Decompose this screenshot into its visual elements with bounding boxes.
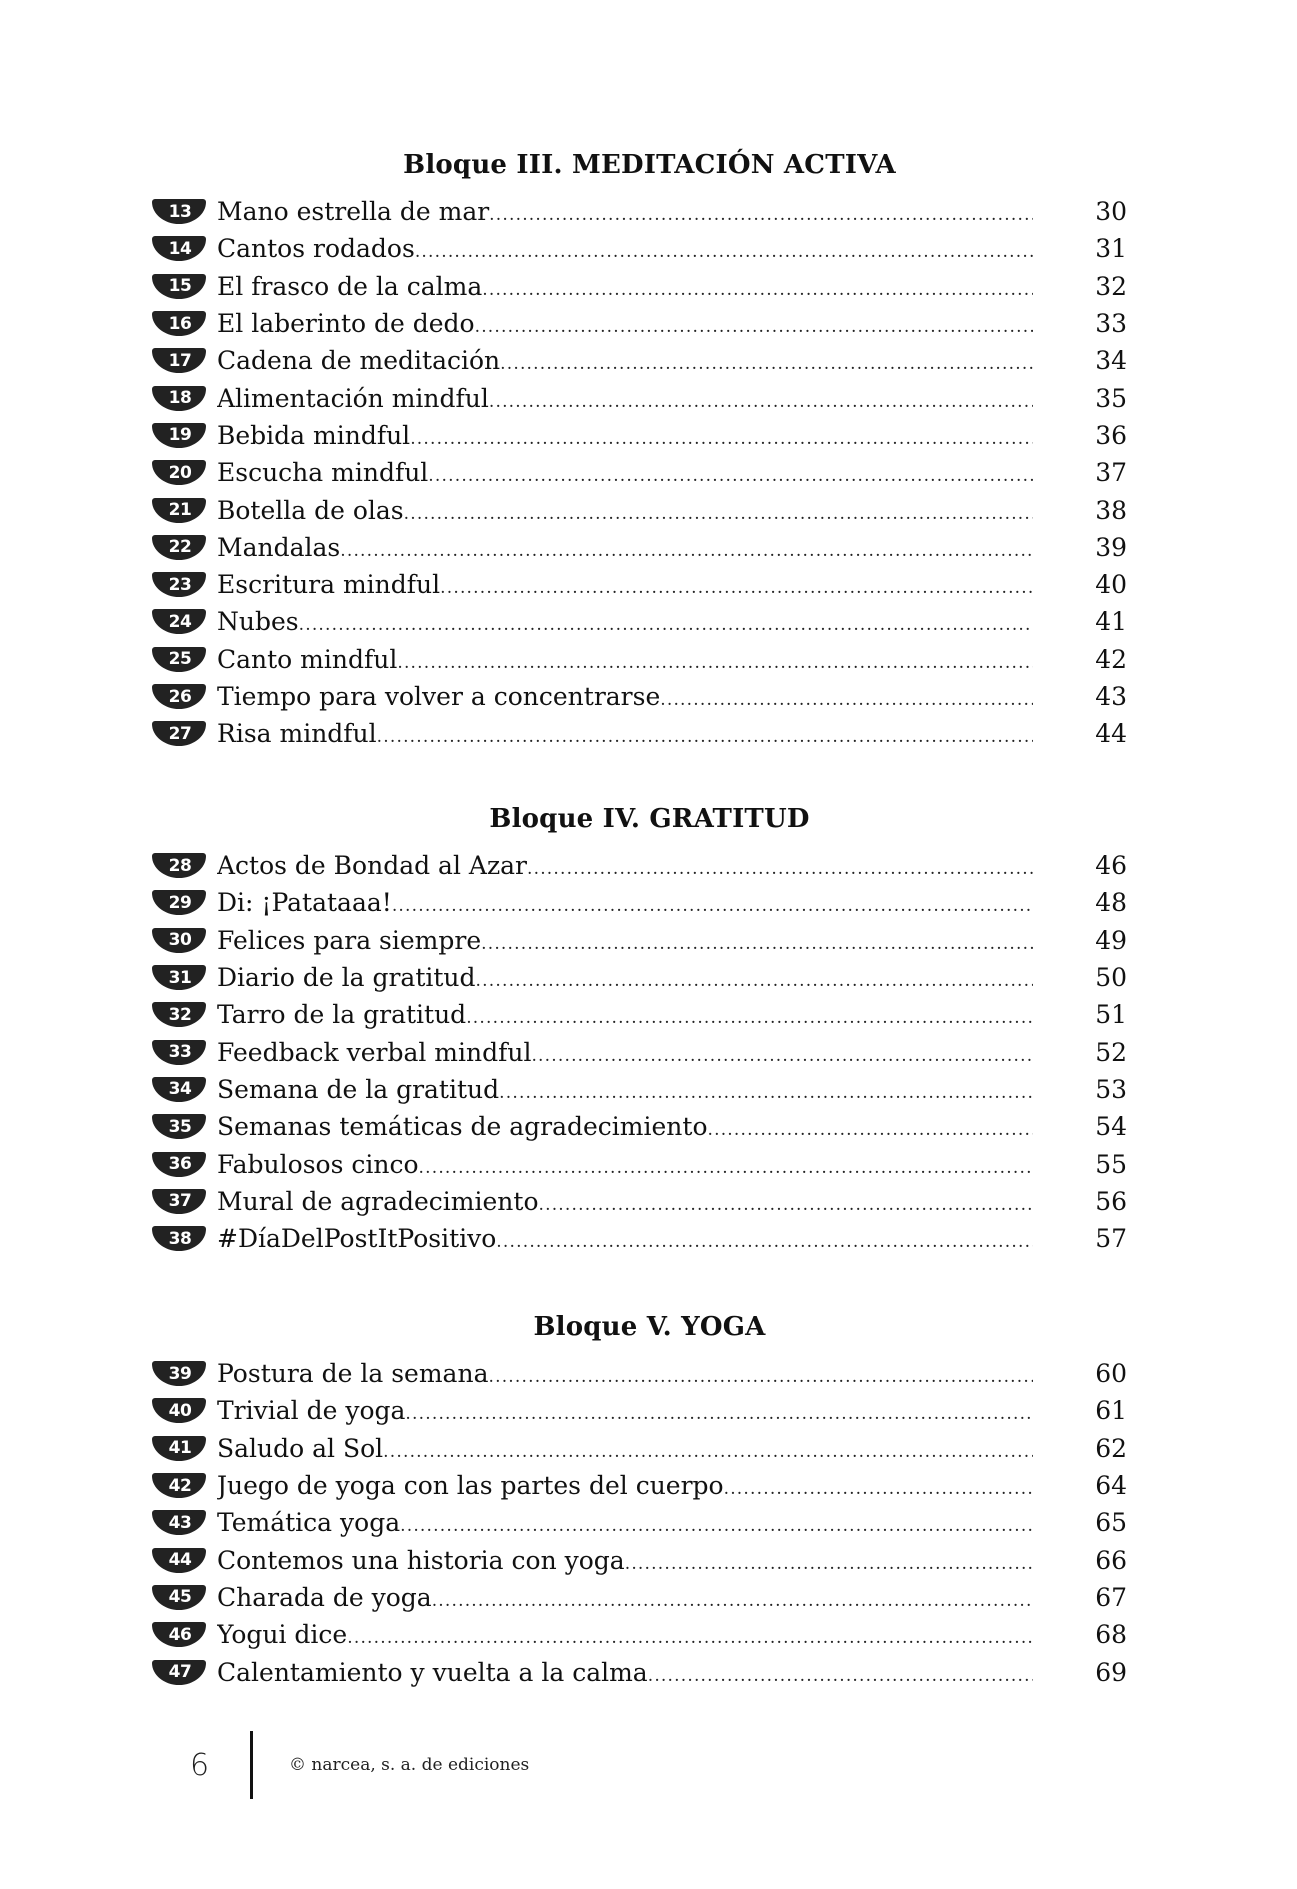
- dot-leader: [488, 1367, 1033, 1387]
- entry-number-badge: 37: [152, 1189, 206, 1214]
- entry-title-with-leader: [217, 1583, 1033, 1612]
- entry-title: Contemos una historia con yoga: [217, 1545, 625, 1575]
- entry-title: Juego de yoga con las partes del cuerpo: [217, 1471, 724, 1501]
- entry-title: Mural de agradecimiento: [217, 1186, 539, 1216]
- toc-entry[interactable]: [152, 417, 1127, 454]
- entry-title: Tiempo para volver a concentrarse: [217, 682, 661, 711]
- dot-leader: [397, 653, 1033, 673]
- toc-entry[interactable]: [152, 715, 1127, 752]
- entry-title-with-leader: [217, 421, 1033, 450]
- toc-entry[interactable]: [152, 268, 1127, 305]
- entry-title: Alimentación mindful: [217, 383, 489, 413]
- entry-title: Actos de Bondad al Azar: [217, 851, 527, 881]
- entry-title: #DíaDelPostItPositivo: [217, 1224, 497, 1254]
- entry-number-badge: 46: [152, 1622, 206, 1647]
- entry-page-number: 56: [1095, 1186, 1127, 1216]
- entry-number-badge: 15: [152, 274, 206, 299]
- entry-page-number: 46: [1095, 851, 1127, 881]
- entry-title: Trivial de yoga: [217, 1396, 406, 1426]
- toc-entry[interactable]: [152, 1653, 1127, 1690]
- entry-number-badge: 44: [152, 1548, 206, 1573]
- entry-number-badge: 34: [152, 1077, 206, 1102]
- entry-title-with-leader: [217, 851, 1033, 880]
- page-footer: [190, 1730, 529, 1800]
- entry-title: El frasco de la calma: [217, 271, 483, 301]
- toc-entry[interactable]: [152, 566, 1127, 603]
- entry-number-badge: 22: [152, 535, 206, 560]
- dot-leader: [440, 578, 1033, 598]
- toc-entry[interactable]: [152, 959, 1127, 996]
- entry-number-badge: 19: [152, 423, 206, 448]
- entry-number-badge: 20: [152, 460, 206, 485]
- toc-entry[interactable]: [152, 342, 1127, 379]
- toc-entry[interactable]: [152, 603, 1127, 640]
- entry-title-with-leader: [217, 888, 1033, 917]
- entry-title-with-leader: [217, 309, 1033, 338]
- dot-leader: [428, 466, 1033, 486]
- entry-title: Risa mindful: [217, 719, 377, 749]
- entry-page-number: 39: [1095, 532, 1127, 562]
- dot-leader: [383, 1442, 1033, 1462]
- entry-title-with-leader: [217, 1620, 1033, 1649]
- entry-title: Charada de yoga: [217, 1582, 432, 1612]
- dot-leader: [400, 1516, 1033, 1536]
- entry-page-number: 37: [1095, 458, 1127, 488]
- section-block-v: [152, 1309, 1127, 1691]
- entry-page-number: 61: [1095, 1396, 1127, 1426]
- entry-number-badge: 16: [152, 311, 206, 336]
- entry-page-number: 54: [1095, 1112, 1127, 1142]
- entry-title-with-leader: [217, 1112, 1033, 1141]
- entry-title-with-leader: [217, 496, 1033, 525]
- entry-page-number: 48: [1095, 888, 1127, 918]
- entry-title-with-leader: [217, 1359, 1033, 1388]
- entry-page-number: 53: [1095, 1074, 1127, 1104]
- entry-page-number: 49: [1095, 925, 1127, 955]
- entry-title-with-leader: [217, 1434, 1033, 1463]
- entry-number-badge: 33: [152, 1040, 206, 1065]
- entry-title-with-leader: [217, 197, 1033, 226]
- toc-entry[interactable]: [152, 678, 1127, 715]
- entry-title-with-leader: [217, 1471, 1033, 1500]
- dot-leader: [377, 727, 1033, 747]
- toc-entry[interactable]: [152, 996, 1127, 1033]
- toc-entry[interactable]: [152, 1108, 1127, 1145]
- entry-page-number: 42: [1095, 644, 1127, 674]
- entry-page-number: 67: [1095, 1582, 1127, 1612]
- entry-title: Escucha mindful: [217, 458, 429, 488]
- entry-page-number: 62: [1095, 1433, 1127, 1463]
- entry-number-badge: 45: [152, 1585, 206, 1610]
- entry-number-badge: 40: [152, 1398, 206, 1423]
- entry-title: El laberinto de dedo: [217, 309, 475, 339]
- entry-number-badge: 23: [152, 572, 206, 597]
- toc-entry[interactable]: [152, 491, 1127, 528]
- entry-number-badge: 13: [152, 199, 206, 224]
- entry-title: Feedback verbal mindful: [217, 1037, 532, 1067]
- entry-number-badge: 38: [152, 1226, 206, 1251]
- entry-title-with-leader: [217, 926, 1033, 955]
- dot-leader: [527, 859, 1033, 879]
- dot-leader: [432, 1591, 1033, 1611]
- section-title: Bloque V. YOGA: [533, 1312, 766, 1342]
- toc-entry[interactable]: [152, 1392, 1127, 1429]
- dot-leader: [481, 934, 1033, 954]
- footer-copyright: © narcea, s. a. de ediciones: [289, 1755, 530, 1775]
- entry-title-with-leader: [217, 682, 1033, 711]
- entry-title-with-leader: [217, 234, 1033, 263]
- dot-leader: [499, 1083, 1033, 1103]
- entry-number-badge: 47: [152, 1660, 206, 1685]
- entry-number-badge: 18: [152, 386, 206, 411]
- toc-entry[interactable]: [152, 1616, 1127, 1653]
- dot-leader: [708, 1120, 1034, 1140]
- entry-page-number: 40: [1095, 570, 1127, 600]
- entry-number-badge: 27: [152, 721, 206, 746]
- toc-entry[interactable]: [152, 1220, 1127, 1257]
- entry-page-number: 68: [1095, 1620, 1127, 1650]
- entry-title-with-leader: [217, 1658, 1033, 1687]
- entry-title: Di: ¡Patataaa!: [217, 888, 392, 918]
- entry-page-number: 64: [1095, 1471, 1127, 1501]
- entry-number-badge: 31: [152, 965, 206, 990]
- toc-entry[interactable]: [152, 847, 1127, 884]
- toc-entry[interactable]: [152, 1183, 1127, 1220]
- entry-title-with-leader: [217, 1508, 1033, 1537]
- toc-entry[interactable]: [152, 1579, 1127, 1616]
- entry-number-badge: 24: [152, 609, 206, 634]
- dot-leader: [539, 1195, 1034, 1215]
- entry-title-with-leader: [217, 384, 1033, 413]
- entry-title-with-leader: [217, 645, 1033, 674]
- entry-page-number: 60: [1095, 1359, 1127, 1389]
- entry-number-badge: 25: [152, 647, 206, 672]
- dot-leader: [340, 541, 1033, 561]
- entry-title-with-leader: [217, 1546, 1033, 1575]
- entry-page-number: 50: [1095, 963, 1127, 993]
- entry-title-with-leader: [217, 963, 1033, 992]
- entry-title: Canto mindful: [217, 644, 398, 674]
- entry-title: Cadena de meditación: [217, 346, 501, 376]
- dot-leader: [299, 615, 1033, 635]
- footer-page-number: 6: [190, 1747, 210, 1783]
- dot-leader: [392, 896, 1033, 916]
- entry-page-number: 34: [1095, 346, 1127, 376]
- entry-number-badge: 17: [152, 348, 206, 373]
- toc-entry[interactable]: [152, 1467, 1127, 1504]
- entry-title-with-leader: [217, 719, 1033, 748]
- entry-number-badge: 41: [152, 1436, 206, 1461]
- dot-leader: [415, 242, 1033, 262]
- toc-entry[interactable]: [152, 1430, 1127, 1467]
- entry-title: Escritura mindful: [217, 570, 441, 600]
- dot-leader: [531, 1046, 1033, 1066]
- entry-page-number: 31: [1095, 234, 1127, 264]
- entry-page-number: 57: [1095, 1224, 1127, 1254]
- section-block-iv: [152, 801, 1127, 1257]
- entry-title-with-leader: [217, 1038, 1033, 1067]
- entry-page-number: 36: [1095, 420, 1127, 450]
- entry-page-number: 69: [1095, 1657, 1127, 1687]
- toc-entry[interactable]: [152, 305, 1127, 342]
- entry-title: Saludo al Sol: [217, 1433, 384, 1463]
- toc-entry[interactable]: [152, 641, 1127, 678]
- entry-title: Semanas temáticas de agradecimiento: [217, 1112, 708, 1142]
- dot-leader: [466, 1008, 1033, 1028]
- entry-page-number: 44: [1095, 719, 1127, 749]
- dot-leader: [476, 971, 1033, 991]
- dot-leader: [724, 1479, 1033, 1499]
- entry-number-badge: 14: [152, 236, 206, 261]
- entry-title-with-leader: [217, 1396, 1033, 1425]
- entry-page-number: 41: [1095, 607, 1127, 637]
- dot-leader: [625, 1554, 1033, 1574]
- entry-title: Diario de la gratitud: [217, 963, 476, 993]
- entry-title: Felices para siempre: [217, 925, 482, 955]
- section-title: Bloque III. MEDITACIÓN ACTIVA: [403, 150, 896, 180]
- toc-entry[interactable]: [152, 922, 1127, 959]
- section-title: Bloque IV. GRATITUD: [489, 804, 810, 834]
- entry-title-with-leader: [217, 1224, 1033, 1253]
- dot-leader: [347, 1628, 1033, 1648]
- entry-title: Postura de la semana: [217, 1359, 489, 1389]
- dot-leader: [489, 392, 1033, 412]
- entry-title: Bebida mindful: [217, 420, 411, 450]
- entry-page-number: 66: [1095, 1545, 1127, 1575]
- toc-entry[interactable]: [152, 1504, 1127, 1541]
- toc-entry[interactable]: [152, 1145, 1127, 1182]
- entry-title-with-leader: [217, 1187, 1033, 1216]
- entry-title: Fabulosos cinco: [217, 1149, 419, 1179]
- toc-entry[interactable]: [152, 379, 1127, 416]
- toc-entry[interactable]: [152, 884, 1127, 921]
- footer-divider: [250, 1731, 253, 1799]
- entry-title: Cantos rodados: [217, 234, 415, 264]
- dot-leader: [648, 1666, 1033, 1686]
- entry-page-number: 65: [1095, 1508, 1127, 1538]
- entry-title: Mandalas: [217, 532, 341, 562]
- dot-leader: [660, 690, 1033, 710]
- section-block-iii: [152, 147, 1127, 752]
- dot-leader: [489, 205, 1033, 225]
- dot-leader: [405, 1404, 1033, 1424]
- toc-entry[interactable]: [152, 1541, 1127, 1578]
- dot-leader: [404, 504, 1033, 524]
- entry-number-badge: 43: [152, 1510, 206, 1535]
- entry-title-with-leader: [217, 570, 1033, 599]
- entry-number-badge: 29: [152, 890, 206, 915]
- entry-title: Calentamiento y vuelta a la calma: [217, 1657, 648, 1687]
- toc-entry[interactable]: [152, 1071, 1127, 1108]
- toc-entry[interactable]: [152, 454, 1127, 491]
- entry-title-with-leader: [217, 458, 1033, 487]
- entry-page-number: 43: [1095, 682, 1127, 711]
- entry-title: Tarro de la gratitud: [217, 1000, 467, 1030]
- entry-title: Temática yoga: [217, 1508, 401, 1538]
- entry-title: Nubes: [217, 607, 299, 637]
- dot-leader: [419, 1158, 1033, 1178]
- entry-page-number: 51: [1095, 1000, 1127, 1030]
- entry-title-with-leader: [217, 607, 1033, 636]
- entry-title: Yogui dice: [217, 1620, 348, 1650]
- entry-number-badge: 42: [152, 1473, 206, 1498]
- entry-title-with-leader: [217, 272, 1033, 301]
- entry-page-number: 32: [1095, 271, 1127, 301]
- entry-number-badge: 39: [152, 1361, 206, 1386]
- entry-title-with-leader: [217, 1150, 1033, 1179]
- toc-entry[interactable]: [152, 193, 1127, 230]
- entry-page-number: 30: [1095, 197, 1127, 227]
- entry-title-with-leader: [217, 1000, 1033, 1029]
- entry-title: Semana de la gratitud: [217, 1074, 500, 1104]
- entry-number-badge: 36: [152, 1152, 206, 1177]
- dot-leader: [475, 317, 1033, 337]
- dot-leader: [500, 354, 1033, 374]
- dot-leader: [410, 429, 1033, 449]
- entry-page-number: 52: [1095, 1037, 1127, 1067]
- entry-number-badge: 28: [152, 853, 206, 878]
- dot-leader: [496, 1232, 1033, 1252]
- entry-number-badge: 26: [152, 684, 206, 709]
- toc-entry[interactable]: [152, 1033, 1127, 1070]
- entry-title: Botella de olas: [217, 495, 404, 525]
- entry-page-number: 35: [1095, 383, 1127, 413]
- entry-title-with-leader: [217, 533, 1033, 562]
- entry-number-badge: 30: [152, 928, 206, 953]
- entry-page-number: 38: [1095, 495, 1127, 525]
- entry-title-with-leader: [217, 1075, 1033, 1104]
- entry-number-badge: 32: [152, 1002, 206, 1027]
- entry-title-with-leader: [217, 346, 1033, 375]
- entry-number-badge: 21: [152, 498, 206, 523]
- entry-number-badge: 35: [152, 1114, 206, 1139]
- entry-page-number: 33: [1095, 309, 1127, 339]
- toc-entry[interactable]: [152, 529, 1127, 566]
- toc-entry[interactable]: [152, 1355, 1127, 1392]
- dot-leader: [482, 280, 1033, 300]
- toc-entry[interactable]: [152, 230, 1127, 267]
- entry-page-number: 55: [1095, 1149, 1127, 1179]
- entry-title: Mano estrella de mar: [217, 197, 490, 227]
